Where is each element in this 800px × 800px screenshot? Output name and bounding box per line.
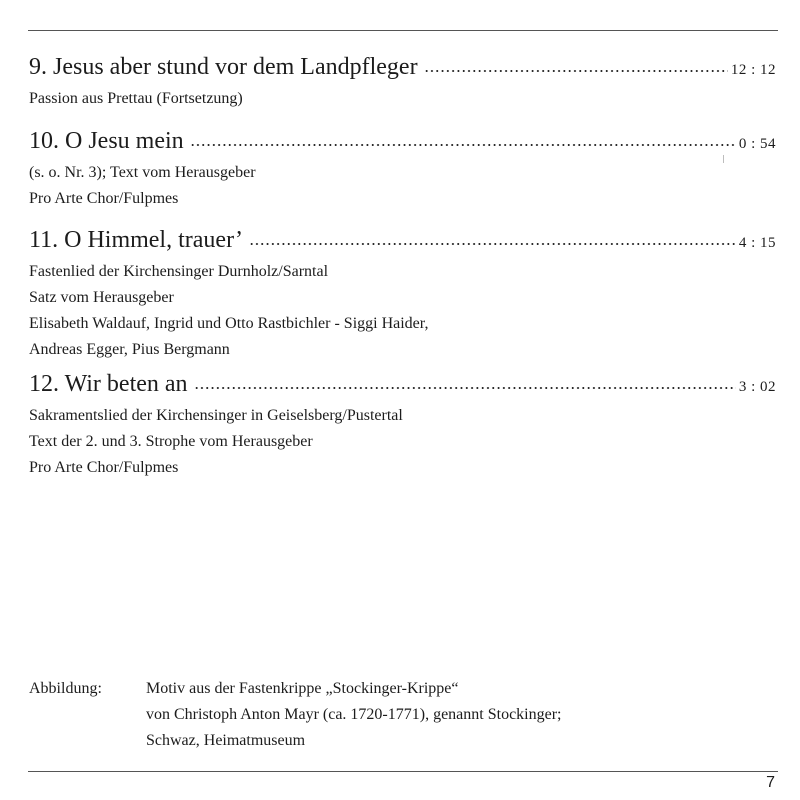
track-title: 10. O Jesu mein bbox=[29, 128, 184, 154]
track-notes bbox=[29, 259, 776, 363]
track-title: 12. Wir beten an bbox=[29, 371, 188, 397]
scan-speck bbox=[723, 155, 724, 163]
track-note: Pro Arte Chor/Fulpmes bbox=[29, 190, 179, 207]
track-item bbox=[29, 126, 776, 212]
track-duration: 4 : 15 bbox=[738, 235, 776, 251]
track-heading bbox=[29, 52, 776, 85]
track-heading bbox=[29, 126, 776, 159]
track-note: Passion aus Prettau (Fortsetzung) bbox=[29, 90, 243, 107]
track-notes bbox=[29, 403, 776, 481]
track-note: Sakramentslied der Kirchensinger in Geiselsberg/Pustertal bbox=[29, 407, 403, 424]
top-rule bbox=[28, 30, 778, 31]
track-item bbox=[29, 225, 776, 363]
track-note: Pro Arte Chor/Fulpmes bbox=[29, 459, 179, 476]
dot-leader bbox=[190, 142, 736, 148]
caption-line: von Christoph Anton Mayr (ca. 1720-1771), genannt Stockinger; bbox=[146, 706, 562, 723]
track-heading bbox=[29, 225, 776, 258]
track-title: 9. Jesus aber stund vor dem Landpfleger bbox=[29, 54, 418, 80]
track-heading bbox=[29, 369, 776, 402]
dot-leader bbox=[249, 241, 736, 247]
track-item bbox=[29, 369, 776, 481]
track-note: Fastenlied der Kirchensinger Durnholz/Sarntal bbox=[29, 263, 329, 280]
track-item bbox=[29, 52, 776, 112]
track-note: Elisabeth Waldauf, Ingrid und Otto Rastbichler - Siggi Haider, bbox=[29, 315, 429, 332]
track-duration: 0 : 54 bbox=[738, 136, 776, 152]
caption-line: Schwaz, Heimatmuseum bbox=[146, 732, 306, 749]
track-note: Satz vom Herausgeber bbox=[29, 289, 174, 306]
track-duration: 12 : 12 bbox=[730, 62, 776, 78]
page-number: 7 bbox=[766, 774, 775, 791]
bottom-rule bbox=[28, 771, 778, 772]
track-notes bbox=[29, 160, 776, 212]
caption-label: Abbildung: bbox=[29, 680, 102, 697]
caption-line: Motiv aus der Fastenkrippe „Stockinger-Krippe“ bbox=[146, 680, 459, 697]
caption-text bbox=[146, 676, 562, 754]
track-note: Andreas Egger, Pius Bergmann bbox=[29, 341, 230, 358]
dot-leader bbox=[194, 385, 736, 391]
track-notes bbox=[29, 86, 776, 112]
dot-leader bbox=[424, 68, 728, 74]
track-note: (s. o. Nr. 3); Text vom Herausgeber bbox=[29, 164, 256, 181]
track-title: 11. O Himmel, trauer’ bbox=[29, 227, 243, 253]
track-duration: 3 : 02 bbox=[738, 379, 776, 395]
track-note: Text der 2. und 3. Strophe vom Herausgeber bbox=[29, 433, 313, 450]
